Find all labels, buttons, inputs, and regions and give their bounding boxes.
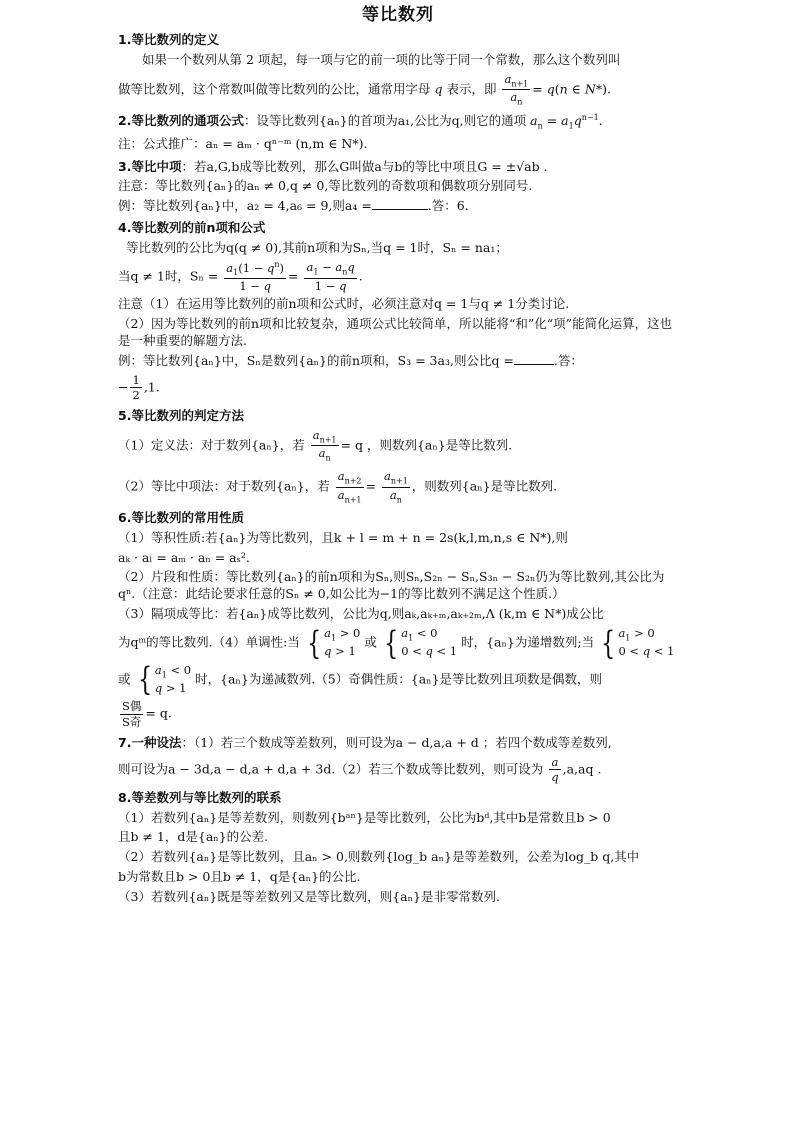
s8-l1b: 且b ≠ 1，d是{aₙ}的公差. bbox=[118, 829, 269, 845]
s8-l2: （2）若数列{aₙ}是等比数列，且aₙ > 0,则数列{log_b aₙ}是等差数列，公差为log_b q,其中 bbox=[118, 849, 640, 865]
s4-line-2: 当q ≠ 1时，Sₙ = $\frac{a_1(1 - q^n)}{1 - q}$ = $\frac{a_1 - a_nq}{1 - q}$ . bbox=[118, 259, 363, 294]
section-5-heading: 5.等比数列的判定方法 bbox=[118, 407, 244, 423]
s8-l2b: b为常数且b > 0且b ≠ 1，q是{aₙ}的公比. bbox=[118, 869, 361, 885]
s4-line-1: 等比数列的公比为q(q ≠ 0),其前n项和为Sₙ,当q = 1时，Sₙ = na₁； bbox=[126, 240, 508, 256]
s7-line-1: 7.一种设法：（1）若三个数成等差数列，则可设为a − d,a,a + d ；若四个数成等差数列, bbox=[118, 735, 612, 751]
s6-p5: $\frac{\text{S偶}}{\text{S奇}}$ = q. bbox=[122, 699, 172, 729]
condition-brace: { $a_1 > 0$ q > 1 bbox=[306, 623, 361, 662]
condition-brace: { $a_1 < 0$ 0 < q < 1 bbox=[383, 623, 458, 662]
answer-blank bbox=[372, 199, 428, 210]
document-page bbox=[118, 4, 678, 909]
s4-answer-fraction: $\frac{1}{2}$ bbox=[132, 372, 140, 403]
section-1-heading: 1.等比数列的定义 bbox=[118, 31, 219, 47]
s5-fraction-a: $\frac{a_{n+2}}{a_{n+1}}$ bbox=[337, 469, 362, 504]
s1-ratio-fraction: $\frac{a_{n+1}}{a_n}$ bbox=[504, 71, 529, 107]
s7-fraction: $\frac{a}{q}$ bbox=[551, 754, 559, 785]
section-8-heading: 8.等差数列与等比数列的联系 bbox=[118, 789, 282, 805]
s5-method-1: （1）定义法：对于数列{aₙ}，若 $\frac{a_{n+1}}{a_n}$ = q ，则数列{aₙ}是等比数列. bbox=[118, 427, 513, 463]
s7-line-2: 则可设为a − 3d,a − d,a + d,a + 3d.（2）若三个数成等比数列，则可设为 $\frac{a}{q}$ ,a,aq . bbox=[118, 754, 602, 785]
page-title: 等比数列 bbox=[362, 5, 434, 25]
section-7-heading: 7.一种设法 bbox=[118, 735, 182, 751]
section-2-heading: 2.等比数列的通项公式 bbox=[118, 113, 244, 129]
s6-p1: （1）等积性质:若{aₙ}为等比数列，且k + l = m + n = 2s(k,l,m,n,s ∈ N*),则 bbox=[118, 529, 568, 545]
s4-sum-fraction-1: $\frac{a_1(1 - q^n)}{1 - q}$ bbox=[226, 259, 285, 294]
s4-answer-line: − $\frac{1}{2}$ ,1. bbox=[118, 372, 160, 403]
s6-p4: 或 { $a_1 < 0$ q > 1 时，{aₙ}为递减数列.（5）奇偶性质：{aₙ}是等比数列且项数是偶数，则 bbox=[118, 660, 603, 699]
s6-p3: （3）隔项成等比：若{aₙ}成等比数列，公比为q,则aₖ,aₖ₊ₘ,aₖ₊₂ₘ,Λ (k,m ∈ N*)成公比 bbox=[118, 606, 604, 622]
s4-sum-fraction-2: $\frac{a_1 - a_nq}{1 - q}$ bbox=[306, 260, 355, 293]
s2-line: 2.等比数列的通项公式：设等比数列{aₙ}的首项为a₁,公比为q,则它的通项 $a_n = a_1q^{n-1}$. bbox=[118, 113, 603, 131]
s2-note: 注：公式推广：aₙ = aₘ · qⁿ⁻ᵐ (n,m ∈ N*). bbox=[118, 135, 368, 151]
section-4-heading: 4.等比数列的前n项和公式 bbox=[118, 220, 266, 236]
condition-brace: { $a_1 > 0$ 0 < q < 1 bbox=[601, 623, 675, 662]
s3-example: 例：等比数列{aₙ}中，a₂ = 4,a₆ = 9,则a₄ = .答：6. bbox=[118, 198, 469, 214]
s3-line: 3.等比中项：若a,G,b成等比数列，那么G叫做a与b的等比中项且G = ±√ab . bbox=[118, 158, 548, 174]
s1-text-1: 如果一个数列从第 2 项起，每一项与它的前一项的比等于同一个常数，那么这个数列叫 bbox=[142, 51, 621, 67]
s4-note-1: 注意（1）在运用等比数列的前n项和公式时，必须注意对q = 1与q ≠ 1分类讨论. bbox=[118, 296, 570, 312]
s6-even-odd-fraction: $\frac{\text{S偶}}{\text{S奇}}$ bbox=[122, 699, 142, 729]
section-3-heading: 3.等比中项 bbox=[118, 158, 182, 174]
s6-p3b: 为qᵐ的等比数列.（4）单调性:当 { $a_1 > 0$ q > 1 或 { $a_1 < 0$ 0 < q < 1 时，{aₙ}为递增数列;当 { $a_1 > 0$ 0 < q < 1 bbox=[118, 623, 675, 662]
s5-method-2: （2）等比中项法：对于数列{aₙ}，若 $\frac{a_{n+2}}{a_{n+1}}$ = $\frac{a_{n+1}}{a_n}$ ，则数列{aₙ}是等比数列. bbox=[118, 469, 558, 504]
answer-blank bbox=[514, 354, 554, 365]
s3-note: 注意：等比数列{aₙ}的aₙ ≠ 0,q ≠ 0,等比数列的奇数项和偶数项分别同号. bbox=[118, 178, 533, 194]
section-6-heading: 6.等比数列的常用性质 bbox=[118, 509, 244, 525]
s8-l1: （1）若数列{aₙ}是等差数列，则数列{bᵃⁿ}是等比数列，公比为bᵈ,其中b是常数且b > 0 bbox=[118, 809, 611, 825]
s1-text-2: 做等比数列，这个常数叫做等比数列的公比，通常用字母 q 表示，即 $\frac{a_{n+1}}{a_n}$ = q(n ∈ N*). bbox=[118, 71, 611, 107]
s6-p1b: aₖ · aₗ = aₘ · aₙ = aₛ². bbox=[118, 549, 250, 565]
s4-example: 例：等比数列{aₙ}中，Sₙ是数列{aₙ}的前n项和，S₃ = 3a₃,则公比q = .答： bbox=[118, 353, 583, 369]
s4-note-2: （2）因为等比数列的前n项和比较复杂，通项公式比较简单，所以能将“和”化“项”能简化运算，这也是一种重要的解题方法. bbox=[118, 316, 673, 349]
s5-fraction-b: $\frac{a_{n+1}}{a_n}$ bbox=[383, 469, 408, 504]
s5-ratio-fraction: $\frac{a_{n+1}}{a_n}$ bbox=[312, 427, 337, 463]
condition-brace: { $a_1 < 0$ q > 1 bbox=[137, 660, 192, 699]
s6-p2: （2）片段和性质：等比数列{aₙ}的前n项和为Sₙ,则Sₙ,S₂ₙ − Sₙ,S₃ₙ − S₂ₙ仍为等比数列,其公比为qⁿ.（注意：此结论要求任意的Sₙ ≠ 0,如公比为−1的等比数列不满足这个性质.） bbox=[118, 569, 665, 602]
s8-l3: （3）若数列{aₙ}既是等差数列又是等比数列，则{aₙ}是非零常数列. bbox=[118, 889, 500, 905]
